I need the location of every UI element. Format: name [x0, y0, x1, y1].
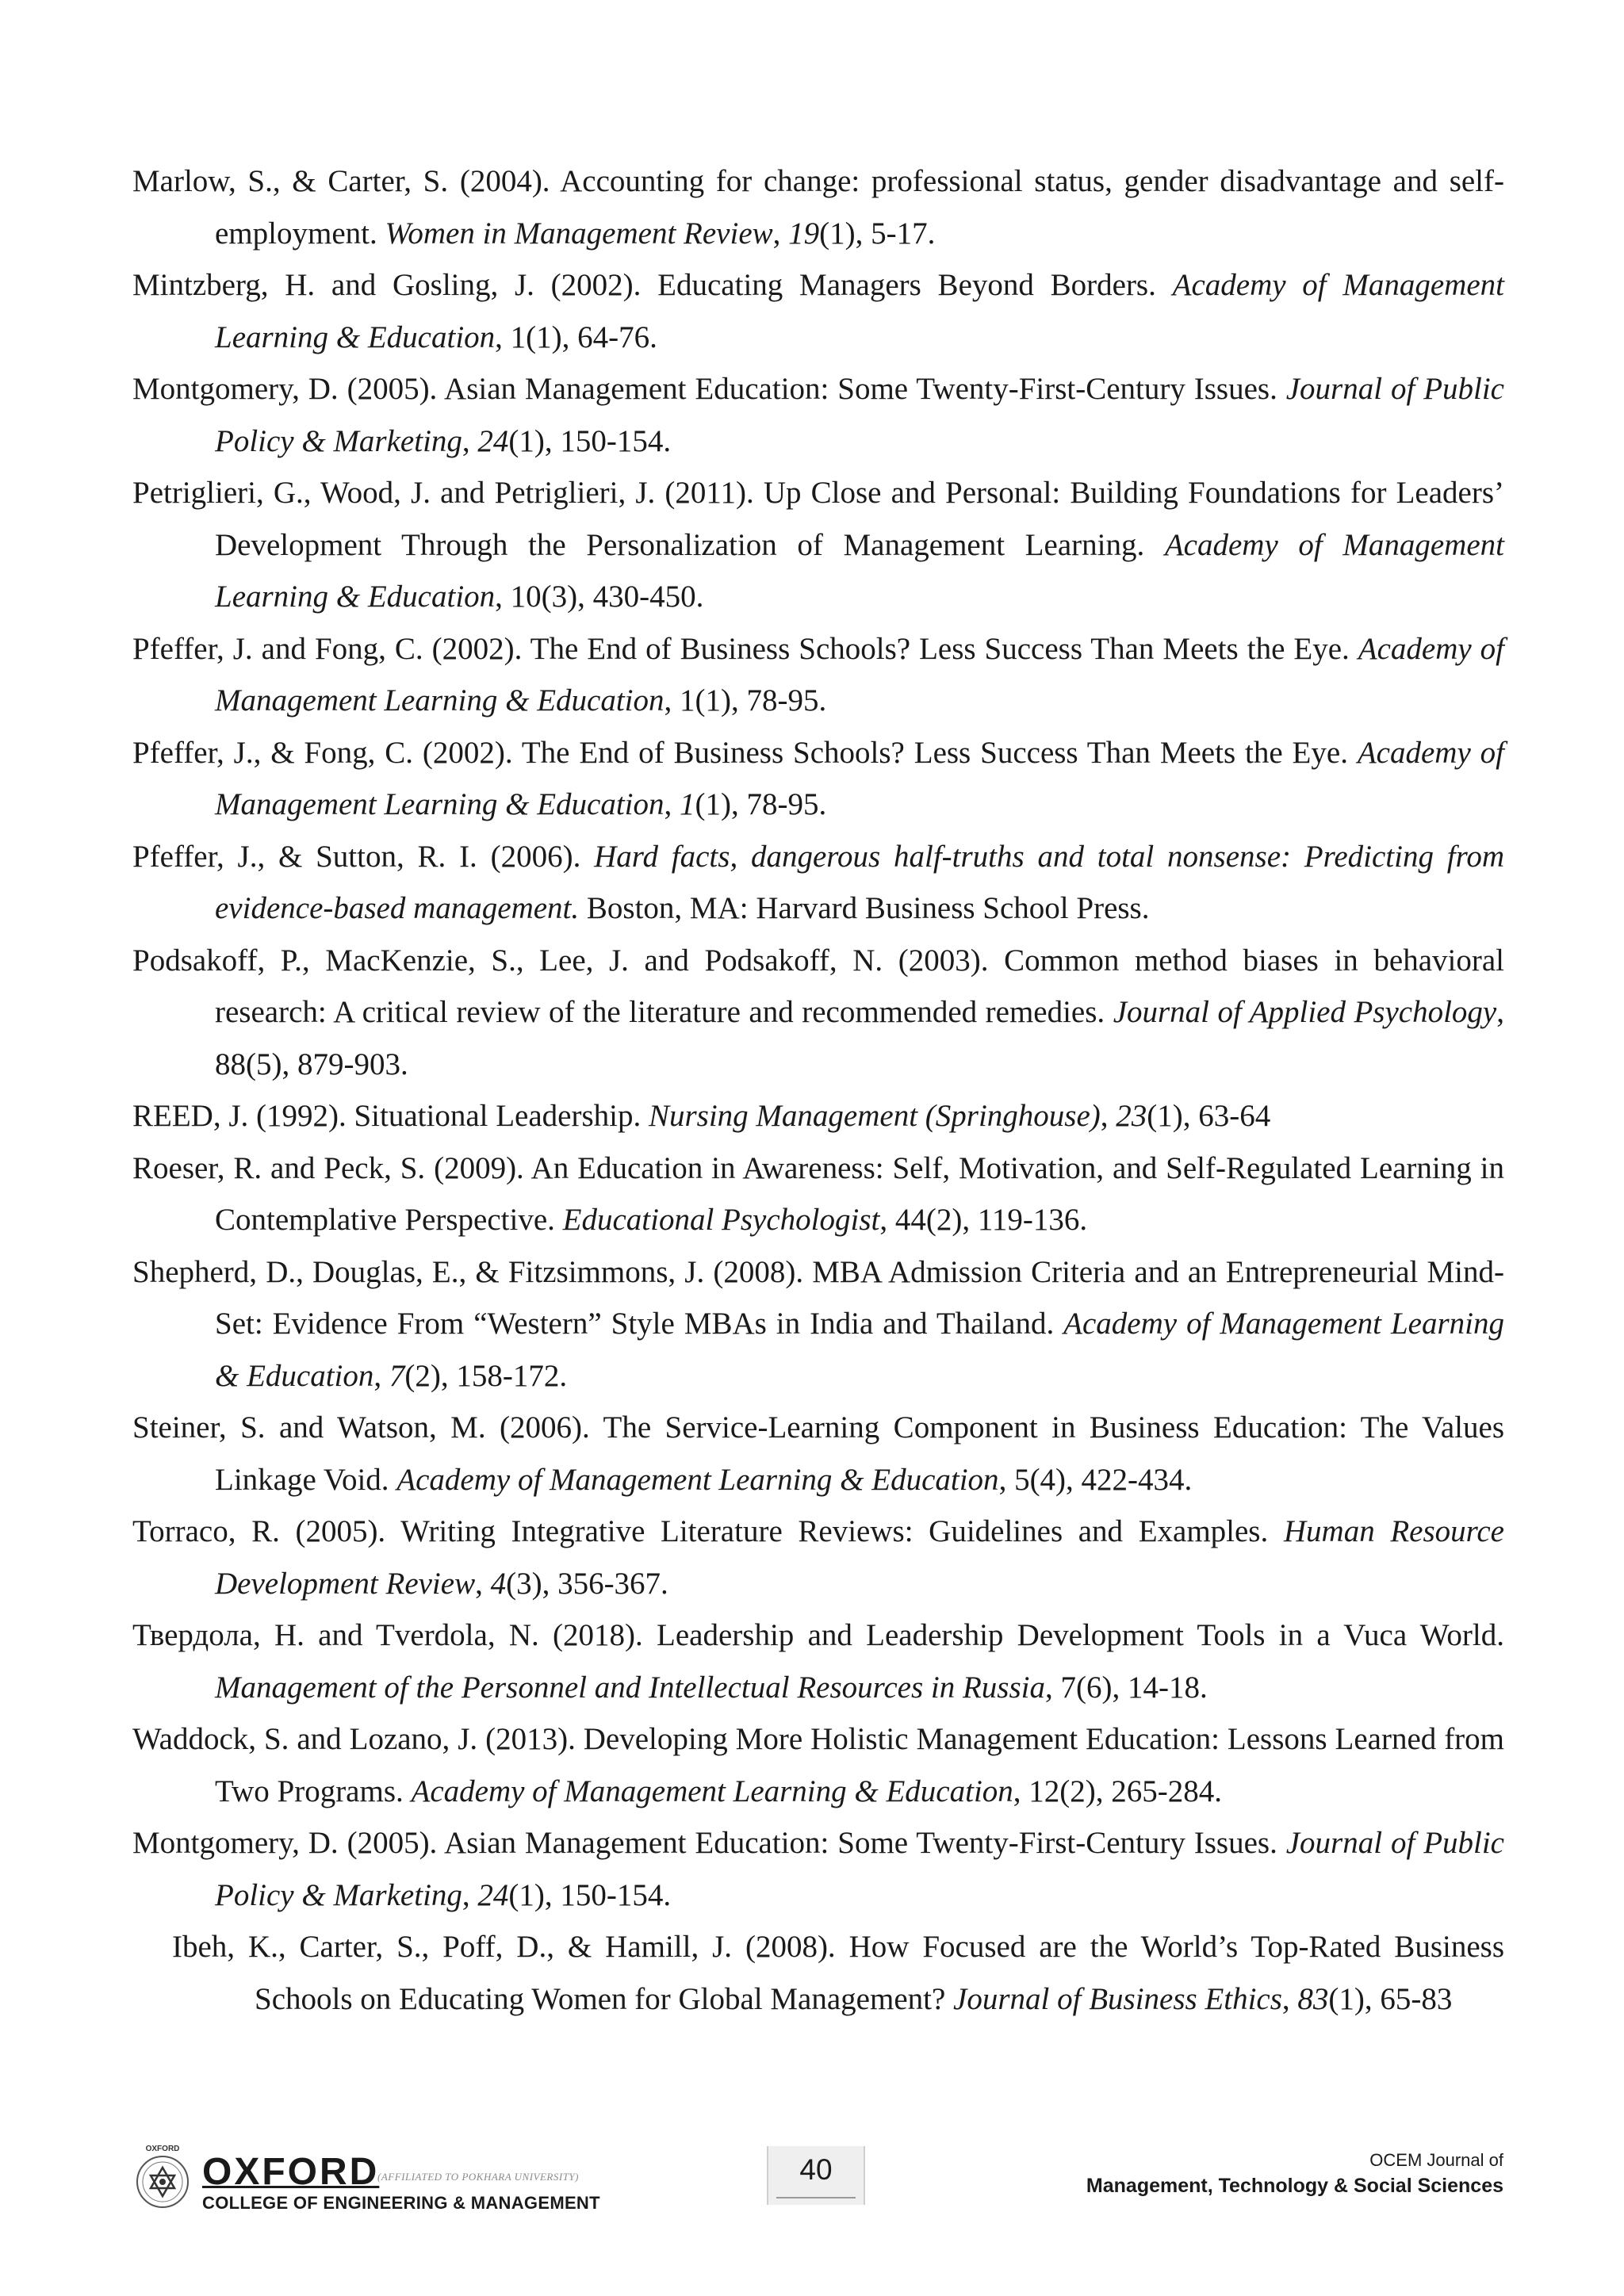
reference-italic: Academy of Management Learning & Education [215, 527, 1504, 614]
college-subtitle: COLLEGE OF ENGINEERING & MANAGEMENT [202, 2193, 600, 2213]
reference-entry [132, 1402, 1504, 1506]
reference-entry [132, 1609, 1504, 1713]
reference-text: , [664, 787, 680, 821]
reference-text: (2), 158-172. [404, 1358, 568, 1393]
reference-text: , 44(2), 119-136. [879, 1203, 1088, 1237]
reference-italic: Academy of Management Learning & Education [215, 735, 1504, 821]
reference-text: Твердола, Н. and Tverdola, N. (2018). Leadership and Leadership Development Tools in a Vuca World. [132, 1618, 1504, 1652]
college-name: OXFORD [202, 2151, 380, 2193]
reference-italic: Academy of Management Learning & Education [215, 268, 1504, 354]
reference-text: REED, J. (1992). Situational Leadership. [132, 1099, 649, 1133]
reference-italic: Academy of Management Learning & Education [411, 1774, 1013, 1808]
reference-text: Pfeffer, J., & Fong, C. (2002). The End of Business Schools? Less Success Than Meets the Eye. [132, 735, 1358, 770]
page-number-rule [776, 2197, 856, 2198]
reference-text: Torraco, R. (2005). Writing Integrative Literature Reviews: Guidelines and Examples. [132, 1514, 1284, 1548]
svg-text:OXFORD: OXFORD [145, 2145, 180, 2153]
reference-text: Roeser, R. and Peck, S. (2009). An Education in Awareness: Self, Motivation, and Self-Regulated Learning in Contemplative Perspective. [132, 1150, 1504, 1237]
reference-text: (1), 5-17. [819, 216, 936, 251]
reference-text: , 12(2), 265-284. [1013, 1774, 1222, 1808]
reference-italic: 19 [788, 216, 820, 251]
reference-entry [132, 1713, 1504, 1817]
reference-text: Petriglieri, G., Wood, J. and Petriglieri, J. (2011). Up Close and Personal: Building Foundations for Leaders’ Development Through the Personalization of Management Learning. [132, 476, 1504, 562]
reference-text: (3), 356-367. [506, 1566, 668, 1601]
reference-text: Marlow, S., & Carter, S. (2004). Accounting for change: professional status, gender disadvantage and self-employment. [132, 164, 1504, 251]
reference-text: (1), 78-95. [695, 787, 827, 821]
journal-name-line2: Management, Technology & Social Sciences [1086, 2175, 1503, 2197]
reference-entry [172, 1921, 1504, 2025]
reference-italic: Management of the Personnel and Intellectual Resources in Russia [215, 1670, 1046, 1705]
reference-text: Boston, MA: Harvard Business School Press. [579, 891, 1150, 925]
reference-italic: Hard facts, dangerous half-truths and total nonsense: Predicting from evidence-based management. [215, 839, 1504, 925]
reference-italic: Journal of Public Policy & Marketing [215, 1826, 1504, 1912]
reference-text: , 10(3), 430-450. [495, 580, 704, 614]
reference-entry [132, 831, 1504, 935]
reference-text: , [1281, 1981, 1298, 2016]
page-footer [0, 2125, 1624, 2220]
reference-italic: 1 [680, 787, 695, 821]
reference-italic: Academy of Management Learning & Education [215, 631, 1504, 718]
reference-text: Steiner, S. and Watson, M. (2006). The Service-Learning Component in Business Education: The Values Linkage Void. [132, 1410, 1504, 1497]
reference-text: Montgomery, D. (2005). Asian Management Education: Some Twenty-First-Century Issues. [132, 372, 1286, 406]
reference-text: (1), 65-83 [1328, 1981, 1453, 2016]
reference-entry [132, 1246, 1504, 1402]
reference-text: Shepherd, D., Douglas, E., & Fitzsimmons, J. (2008). MBA Admission Criteria and an Entrepreneurial Mind-Set: Evidence From “Western” Style MBAs in India and Thailand. [132, 1254, 1504, 1341]
reference-entry [132, 1506, 1504, 1609]
reference-text: (1), 63-64 [1147, 1099, 1271, 1133]
reference-text: Pfeffer, J. and Fong, C. (2002). The End of Business Schools? Less Success Than Meets the Eye. [132, 631, 1358, 666]
reference-italic: Academy of Management Learning & Education [215, 1307, 1504, 1393]
reference-text: Mintzberg, H. and Gosling, J. (2002). Educating Managers Beyond Borders. [132, 268, 1173, 302]
journal-name-line1: OCEM Journal of [1369, 2150, 1503, 2170]
reference-italic: Nursing Management (Springhouse) [648, 1099, 1101, 1133]
reference-text: Pfeffer, J., & Sutton, R. I. (2006). [132, 839, 595, 874]
reference-text: Ibeh, K., Carter, S., Poff, D., & Hamill, J. (2008). How Focused are the World’s Top-Rated Business Schools on Educating Women for Global Management? [172, 1930, 1504, 2016]
reference-text: (1), 150-154. [508, 1877, 672, 1912]
reference-text: , [475, 1566, 491, 1601]
reference-text: Montgomery, D. (2005). Asian Management Education: Some Twenty-First-Century Issues. [132, 1826, 1286, 1860]
reference-text: , [1100, 1099, 1116, 1133]
reference-text: , 1(1), 78-95. [664, 683, 827, 718]
reference-text: , 7(6), 14-18. [1045, 1670, 1208, 1705]
reference-italic: Journal of Public Policy & Marketing [215, 372, 1504, 458]
reference-text: , 5(4), 422-434. [998, 1462, 1193, 1497]
reference-text: , 88(5), 879-903. [215, 995, 1504, 1081]
reference-italic: Educational Psychologist [562, 1203, 880, 1237]
reference-italic: Academy of Management Learning & Education [396, 1462, 999, 1497]
page-number: 40 [799, 2153, 833, 2186]
reference-text: , [462, 1877, 478, 1912]
reference-italic: Human Resource Development Review [215, 1514, 1504, 1601]
reference-text: Waddock, S. and Lozano, J. (2013). Developing More Holistic Management Education: Lessons Learned from Two Programs. [132, 1722, 1504, 1808]
reference-text: , [373, 1358, 389, 1393]
reference-entry [132, 155, 1504, 259]
college-name-block [202, 2151, 615, 2214]
reference-italic: 83 [1297, 1981, 1329, 2016]
college-seal-logo [131, 2142, 194, 2210]
reference-entry [132, 467, 1504, 623]
reference-text: Podsakoff, P., MacKenzie, S., Lee, J. and Podsakoff, N. (2003). Common method biases in behavioral research: A critical review of the literature and recommended remedies. [132, 943, 1504, 1029]
reference-entry [132, 1817, 1504, 1921]
reference-entry [132, 623, 1504, 727]
reference-entry [132, 935, 1504, 1091]
page-number-box [767, 2146, 865, 2205]
reference-italic: 7 [389, 1358, 405, 1393]
journal-name [1086, 2149, 1503, 2199]
reference-italic: 24 [477, 423, 509, 458]
reference-entry [132, 363, 1504, 467]
reference-italic: 23 [1116, 1099, 1147, 1133]
reference-italic: 4 [490, 1566, 507, 1601]
affiliation-note: (AFFILIATED TO POKHARA UNIVERSITY) [377, 2171, 579, 2183]
reference-italic: Journal of Business Ethics [953, 1981, 1282, 2016]
reference-entry [132, 1142, 1504, 1246]
reference-italic: Women in Management Review [385, 216, 773, 251]
reference-text: , [772, 216, 789, 251]
reference-entry [132, 259, 1504, 363]
reference-text: , 1(1), 64-76. [495, 320, 657, 354]
reference-italic: 24 [477, 1877, 509, 1912]
reference-italic: Journal of Applied Psychology [1113, 995, 1497, 1029]
reference-entry [132, 1090, 1504, 1142]
reference-entry [132, 727, 1504, 831]
reference-list [132, 155, 1504, 2025]
reference-text: , [462, 423, 478, 458]
reference-text: (1), 150-154. [508, 423, 672, 458]
